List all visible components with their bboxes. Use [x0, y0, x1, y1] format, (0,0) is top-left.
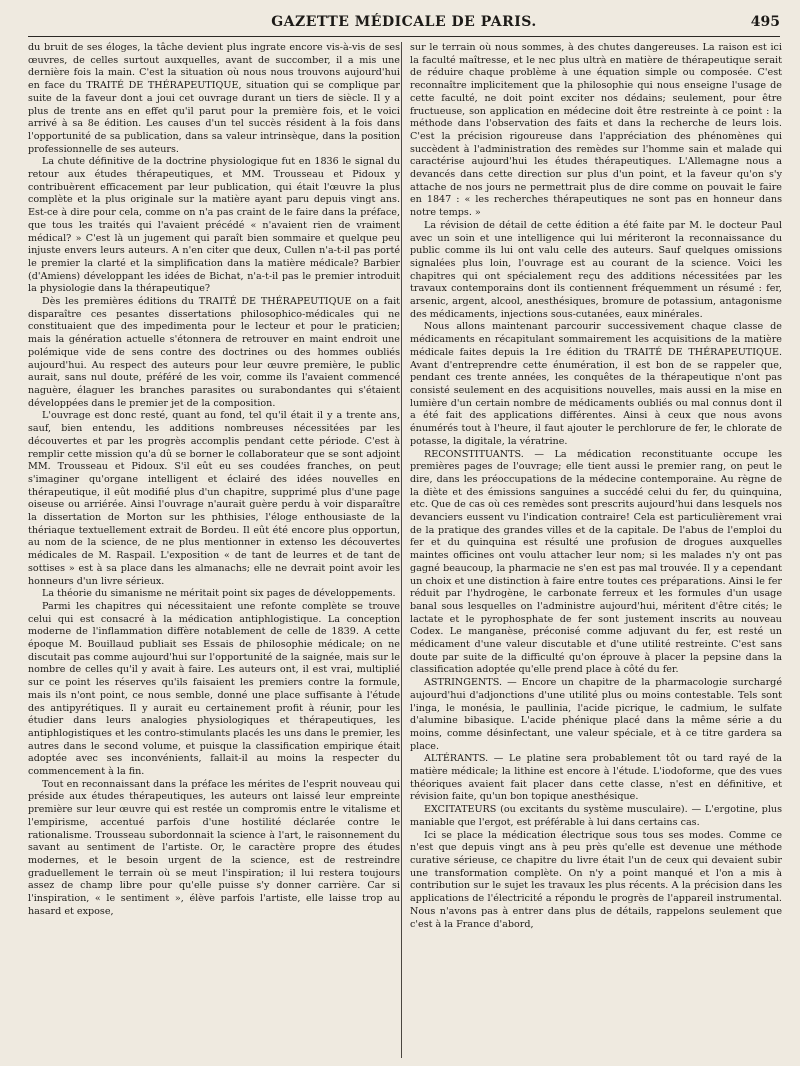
- left-column: [28, 42, 400, 1060]
- paragraph: Tout en reconnaissant dans la préface les mérites de l'esprit nouveau qui préside aux études thérapeutiques, les auteurs ont laissé leur empreinte première sur leur œuvre qui est restée un compromis entre le vitalisme et l'empirisme, accentué parfois d'une hostilité déclarée contre le rationalisme. Trousseau subordonnait la science à l'art, le raisonnement du savant au sentiment de l'artiste. Or, le caractère propre des études modernes, et le besoin urgent de la science, est de restreindre graduellement le terrain où se meut l'inspiration; il lui restera toujours assez de champ libre pour qu'elle puisse s'y donner carrière. Car si l'inspiration, « le sentiment », élève parfois l'artiste, elle laisse trop au hasard et expose,: [28, 778, 400, 917]
- paragraph: L'ouvrage est donc resté, quant au fond, tel qu'il était il y a trente ans, sauf, bien entendu, les additions nombreuses nécessitées par les découvertes et par les progrès accomplis pendant cette période. C'est à remplir cette mission qu'a dû se borner le collaborateur que se sont adjoint MM. Trousseau et Pidoux. S'il eût eu ses coudées franches, on peut s'imaginer qu'organe intelligent et éclairé des idées nouvelles en thérapeutique, il eût modifié plus d'un chapitre, supprimé plus d'une page oiseuse ou arriérée. Ainsi l'ouvrage n'aurait guère perdu à voir disparaître la dissertation de Morton sur les phthisies, l'éloge enthousiaste de la thériaque textuellement extrait de Bordeu. Il eût été encore plus opportun, au nom de la science, de ne plus mentionner in extenso les découvertes médicales de M. Raspail. L'exposition « de tant de leurres et de tant de sottises » est à sa place dans les almanachs; elle ne devrait point avoir les honneurs d'un livre sérieux.: [28, 410, 400, 587]
- paragraph: Ici se place la médication électrique sous tous ses modes. Comme ce n'est que depuis vingt ans à peu près qu'elle est devenue une méthode curative sérieuse, ce chapitre du livre était l'un de ceux qui devaient subir une transformation complète. On n'y a point manqué et l'on a mis à contribution sur le sujet les travaux les plus récents. A la précision dans les applications de l'électricité a répondu le progrès de l'appareil instrumental. Nous n'avons pas à entrer dans plus de détails, rappelons seulement que c'est à la France d'abord,: [410, 829, 782, 930]
- column-divider: [401, 42, 402, 1058]
- section-astringents: ASTRINGENTS. — Encore un chapitre de la pharmacologie surchargé aujourd'hui d'adjonctions d'une utilité plus ou moins contestable. Tels sont l'inga, le monésia, le paullinia, l'acide picrique, le cadmium, le sulfate d'alumine bibasique. L'acide phénique placé dans la même série a du moins, comme désinfectant, une valeur spéciale, et à ce titre gardera sa place.: [410, 677, 782, 752]
- section-alterants: ALTÉRANTS. — Le platine sera probablement tôt ou tard rayé de la matière médicale; la lithine est encore à l'étude. L'iodoforme, que des vues théoriques avaient fait placer dans cette classe, n'est en définitive, et révision faite, qu'un bon topique anesthésique.: [410, 753, 782, 803]
- paragraph: Nous allons maintenant parcourir successivement chaque classe de médicaments en récapitulant sommairement les acquisitions de la matière médicale faites depuis la 1re édition du TRAITÉ DE THÉRAPEUTIQUE. Avant d'entreprendre cette énumération, il est bon de se rappeler que, pendant ces trente années, les conquêtes de la thérapeutique n'ont pas consisté seulement en des acquisitions nouvelles, mais aussi en la mise en lumière d'un certain nombre de médicaments oubliés ou mal connus dont il a été fait des applications différentes. Ainsi à ceux que nous avons énumérés tout à l'heure, il faut ajouter le perchlorure de fer, le chlorate de potasse, la digitale, la vératrine.: [410, 321, 782, 447]
- paragraph: La révision de détail de cette édition a été faite par M. le docteur Paul avec un soin et une intelligence qui lui mériteront la reconnaissance du public comme ils lui ont valu celle des auteurs. Sauf quelques omissions signalées plus loin, l'ouvrage est au courant de la science. Voici les chapitres qui ont spécialement reçu des additions nécessitées par les travaux contemporains dont ils contiennent fréquemment un résumé : fer, arsenic, argent, alcool, anesthésiques, bromure de potassium, antagonisme des médicaments, injections sous-cutanées, eaux minérales.: [410, 219, 782, 320]
- section-excitateurs: EXCITATEURS (ou excitants du système musculaire). — L'ergotine, plus maniable que l'ergot, est préférable à lui dans certains cas.: [410, 804, 782, 828]
- section-reconstituants: RECONSTITUANTS. — La médication reconstituante occupe les premières pages de l'ouvrage; elle tient aussi le premier rang, on peut le dire, dans les préoccupations de la médecine contemporaine. Au règne de la diète et des émissions sanguines a succédé celui du fer, du quinquina, etc. Que de cas où ces remèdes sont prescrits aujourd'hui dans lesquels nos devanciers eussent vu l'indication contraire! Cela est particulièrement vrai de la pratique des grandes villes et de la capitale. De l'abus de l'emploi du fer et du quinquina est résulté une profusion de drogues auxquelles maintes officines ont voulu attacher leur nom; si les malades n'y ont pas gagné beaucoup, la pharmacie ne s'en est pas mal trouvée. Il y a cependant un choix et une distinction à faire entre toutes ces préparations. Ainsi le fer réduit par l'hydrogène, le carbonate ferreux et les formules d'un usage banal sous lesquelles on l'administre aujourd'hui, méritent d'être cités; le lactate et le pyrophosphate de fer sont justement inscrits au nouveau Codex. Le manganèse, préconisé comme adjuvant du fer, est resté un médicament d'une valeur discutable et d'une utilité restreinte. C'est sans doute par suite de la difficulté qu'on éprouve à placer la pepsine dans la classification adoptée qu'elle prend place à côté du fer.: [410, 448, 782, 676]
- right-column: [410, 42, 782, 1060]
- journal-title: GAZETTE MÉDICALE DE PARIS.: [271, 14, 537, 30]
- paragraph: La théorie du simanisme ne méritait point six pages de développements.: [42, 588, 396, 600]
- page-header: [28, 12, 780, 37]
- paragraph: La chute définitive de la doctrine physiologique fut en 1836 le signal du retour aux études thérapeutiques, et MM. Trousseau et Pidoux y contribuèrent efficacement par leur publication, qui était l'œuvre la plus complète et la plus originale sur la matière ayant paru depuis vingt ans. Est-ce à dire pour cela, comme on n'a pas craint de le faire dans la préface, que tous les traités qui l'avaient précédé « n'avaient rien de vraiment médical? » C'est là un jugement qui paraît bien sommaire et quelque peu injuste envers leurs auteurs. A n'en citer que deux, Cullen n'a-t-il pas porté le premier la clarté et la simplification dans la matière médicale? Barbier (d'Amiens) développant les idées de Bichat, n'a-t-il pas le premier introduit la physiologie dans la thérapeutique?: [28, 156, 400, 295]
- page-number: 495: [750, 14, 780, 30]
- paragraph: sur le terrain où nous sommes, à des chutes dangereuses. La raison est ici la faculté maîtresse, et le nec plus ultrà en matière de thérapeutique serait de réduire chaque problème à une équation simple ou composée. C'est reconnaître implicitement que la philosophie qui nous enseigne l'usage de cette faculté, ne doit point exciter nos dédains; seulement, pour être fructueuse, son application en médecine doit être restreinte à ce point : la méthode dans l'observation des faits et dans la recherche de leurs lois. C'est la précision rigoureuse dans l'appréciation des phénomènes qui succèdent à l'administration des remèdes sur l'homme sain et malade qui caractérise aujourd'hui les études thérapeutiques. L'Allemagne nous a devancés dans cette direction sur plus d'un point, et la faveur qu'on s'y attache de nos jours ne permettrait plus de dire comme on pouvait le faire en 1847 : « les recherches thérapeutiques ne sont pas en honneur dans notre temps. »: [410, 42, 782, 219]
- paragraph: Dès les premières éditions du TRAITÉ DE THÉRAPEUTIQUE on a fait disparaître ces pesantes dissertations philosophico-médicales qui ne constituaient que des impedimenta pour le lecteur et pour le praticien; mais la génération actuelle s'étonnera de retrouver en maint endroit une polémique vide de sens contre des doctrines ou des hommes oubliés aujourd'hui. Au respect des auteurs pour leur œuvre première, le public aurait, sans nul doute, préféré de les voir, comme ils l'avaient commencé naguère, élaguer les branches parasites ou surabondantes qui s'étaient développées dans le premier jet de la composition.: [28, 296, 400, 409]
- paragraph: Parmi les chapitres qui nécessitaient une refonte complète se trouve celui qui est consacré à la médication antiphlogistique. La conception moderne de l'inflammation diffère notablement de celle de 1839. A cette époque M. Bouillaud publiait ses Essais de philosophie médicale; on ne discutait pas comme aujourd'hui sur l'opportunité de la saignée, mais sur le nombre de celles qu'il y avait à faire. Les auteurs ont, il est vrai, multiplié sur ce point les réserves qu'ils faisaient les premiers contre la formule, mais ils n'ont point, ce nous semble, donné une place suffisante à l'étude des antipyrétiques. Il y aurait eu certainement profit à réunir, pour les étudier dans leurs analogies physiologiques et thérapeutiques, les antiphlogistiques et les contro-stimulants placés les uns dans le premier, les autres dans le second volume, et puisque la classification empirique était adoptée avec ses inconvénients, fallait-il au moins la respecter du commencement à la fin.: [28, 600, 400, 778]
- paragraph: du bruit de ses éloges, la tâche devient plus ingrate encore vis-à-vis de ses œuvres, de celles surtout auxquelles, avant de succomber, il a mis une dernière fois la main. C'est la situation où nous nous trouvons aujourd'hui en face du TRAITÉ DE THÉRAPEUTIQUE, situation qui se complique par suite de la faveur dont a joui cet ouvrage durant un tiers de siècle. Il y a plus de trente ans en effet qu'il parut pour la première fois, et le voici arrivé à sa 8e édition. Les causes d'un tel succès résident à la fois dans l'opportunité de sa publication, dans sa valeur intrinsèque, dans la position professionnelle de ses auteurs.: [28, 42, 400, 155]
